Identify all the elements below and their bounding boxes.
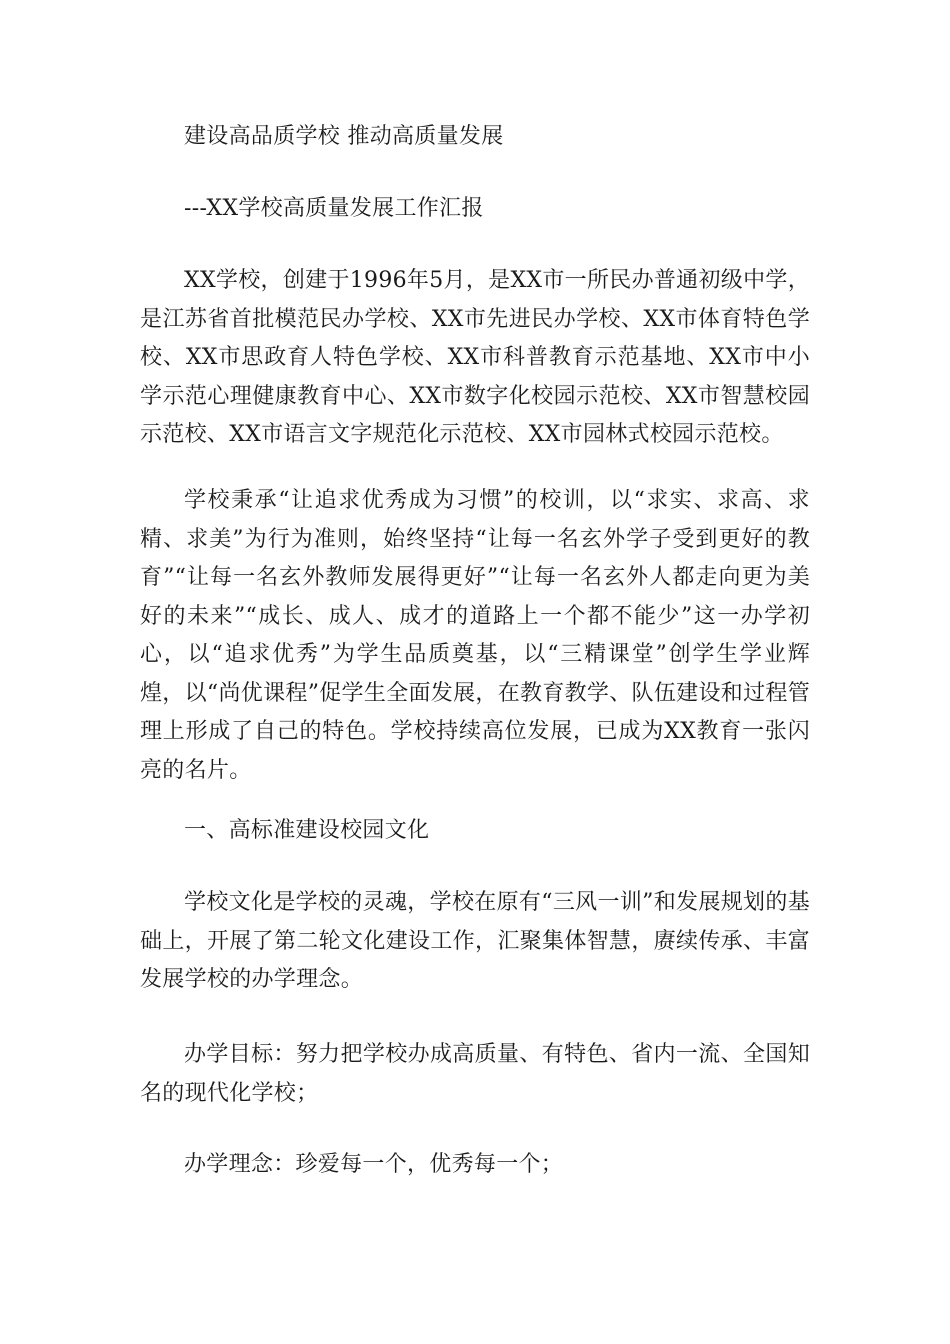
document-title: 建设高品质学校 推动高质量发展: [184, 124, 504, 149]
paragraph-school-philosophy: 办学理念：珍爱每一个，优秀每一个；: [184, 1152, 564, 1177]
paragraph-school-intro: XX学校，创建于1996年5月，是XX市一所民办普通初级中学，是江苏省首批模范民办学校、XX市先进民办学校、XX市体育特色学校、XX市思政育人特色学校、XX市科普教育示范基地、XX市中小学示范心理健康教育中心、XX市数字化校园示范校、XX市智慧校园示范校、XX市语言文字规范化示范校、XX市园林式校园示范校。: [140, 268, 810, 447]
section-heading-campus-culture: 一、高标准建设校园文化: [184, 818, 430, 843]
paragraph-school-motto: 学校秉承“让追求优秀成为习惯”的校训，以“求实、求高、求精、求美”为行为准则，始终坚持“让每一名玄外学子受到更好的教育”“让每一名玄外教师发展得更好”“让每一名玄外人都走向更为美好的未来”“成长、成人、成才的道路上一个都不能少”这一办学初心，以“追求优秀”为学生品质奠基，以“三精课堂”创学生学业辉煌，以“尚优课程”促学生全面发展，在教育教学、队伍建设和过程管理上形成了自己的特色。学校持续高位发展，已成为XX教育一张闪亮的名片。: [140, 488, 810, 783]
document-subtitle: ---XX学校高质量发展工作汇报: [184, 196, 484, 221]
paragraph-school-culture: 学校文化是学校的灵魂，学校在原有“三风一训”和发展规划的基础上，开展了第二轮文化建设工作，汇聚集体智慧，赓续传承、丰富发展学校的办学理念。: [140, 890, 810, 992]
paragraph-school-goal: 办学目标：努力把学校办成高质量、有特色、省内一流、全国知名的现代化学校；: [140, 1042, 810, 1106]
